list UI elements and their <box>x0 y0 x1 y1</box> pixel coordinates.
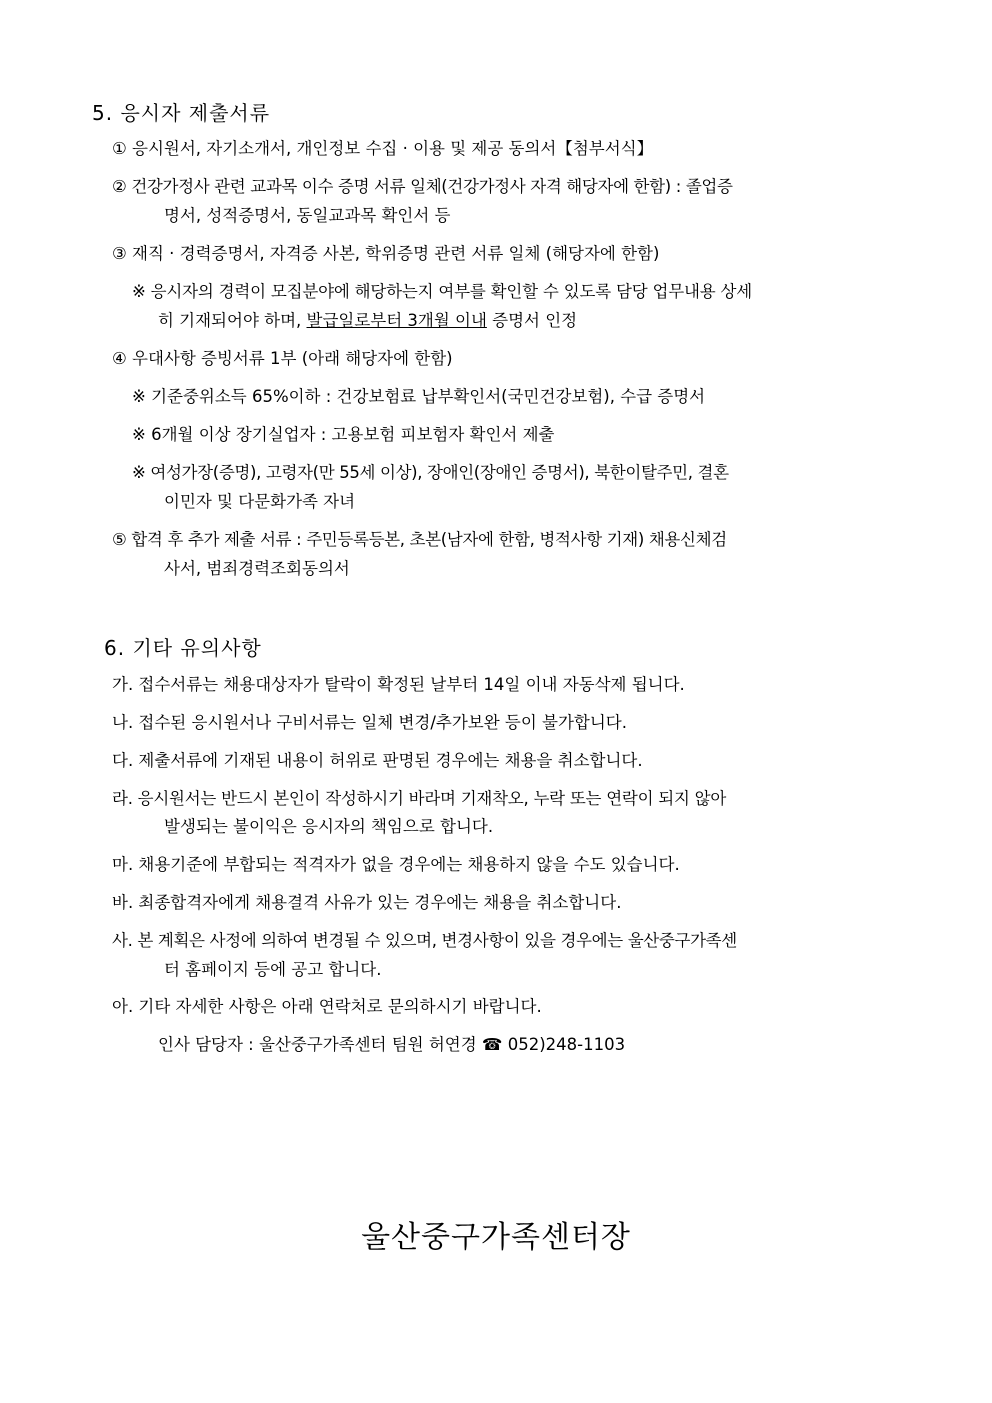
section6-da: 다. 제출서류에 기재된 내용이 허위로 판명된 경우에는 채용을 취소합니다. <box>112 751 643 770</box>
section6-ra: 라. 응시원서는 반드시 본인이 작성하시기 바라며 기재착오, 누락 또는 연락이 되지 않아 <box>112 789 727 808</box>
section5-item4-note3: ※ 여성가장(증명), 고령자(만 55세 이상), 장애인(장애인 증명서), 북한이탈주민, 결혼 <box>132 463 729 482</box>
section6-ba: 바. 최종합격자에게 채용결격 사유가 있는 경우에는 채용을 취소합니다. <box>112 893 622 912</box>
section6-contact: 인사 담당자 : 울산중구가족센터 팀원 허연경 ☎ 052)248-1103 <box>158 1035 626 1054</box>
section5-item4-note2: ※ 6개월 이상 장기실업자 : 고용보험 피보험자 확인서 제출 <box>132 425 555 444</box>
section5-item4-note3-cont: 이민자 및 다문화가족 자녀 <box>164 492 356 511</box>
note-text-b: 증명서 인정 <box>486 311 578 330</box>
section5-item5: ⑤ 합격 후 추가 제출 서류 : 주민등록등본, 초본(남자에 한함, 병적사항 기재) 채용신체검 <box>112 530 727 549</box>
section6-title: 6. 기타 유의사항 <box>104 636 262 660</box>
section5-item1: ① 응시원서, 자기소개서, 개인정보 수집 · 이용 및 제공 동의서【첨부서식】 <box>112 139 654 158</box>
section5-item2-cont: 명서, 성적증명서, 동일교과목 확인서 등 <box>164 206 451 225</box>
note-underlined: 발급일로부터 3개월 이내 <box>306 311 487 330</box>
section5-item4-note1: ※ 기준중위소득 65%이하 : 건강보험료 납부확인서(국민건강보험), 수급 증명서 <box>132 387 706 406</box>
section5-item2: ② 건강가정사 관련 교과목 이수 증명 서류 일체(건강가정사 자격 해당자에 한함) : 졸업증 <box>112 177 733 196</box>
signature: 울산중구가족센터장 <box>361 1220 631 1255</box>
section5-item3: ③ 재직 · 경력증명서, 자격증 사본, 학위증명 관련 서류 일체 (해당자에 한함) <box>112 244 660 263</box>
section6-sa-cont: 터 홈페이지 등에 공고 합니다. <box>164 960 382 979</box>
section5-item5-cont: 사서, 범죄경력조회동의서 <box>164 559 350 578</box>
section6-ma: 마. 채용기준에 부합되는 적격자가 없을 경우에는 채용하지 않을 수도 있습니다. <box>112 855 680 874</box>
section6-ra-cont: 발생되는 불이익은 응시자의 책임으로 합니다. <box>164 817 494 836</box>
section6-sa: 사. 본 계획은 사정에 의하여 변경될 수 있으며, 변경사항이 있을 경우에는 울산중구가족센 <box>112 931 737 950</box>
section5-title: 5. 응시자 제출서류 <box>92 101 271 125</box>
section6-ga: 가. 접수서류는 채용대상자가 탈락이 확정된 날부터 14일 이내 자동삭제 됩니다. <box>112 675 685 694</box>
section6-na: 나. 접수된 응시원서나 구비서류는 일체 변경/추가보완 등이 불가합니다. <box>112 713 627 732</box>
section5-item3-note: ※ 응시자의 경력이 모집분야에 해당하는지 여부를 확인할 수 있도록 담당 업무내용 상세 <box>132 282 752 301</box>
section5-item3-note-cont <box>158 310 577 332</box>
section6-a: 아. 기타 자세한 사항은 아래 연락처로 문의하시기 바랍니다. <box>112 997 542 1016</box>
section5-item4: ④ 우대사항 증빙서류 1부 (아래 해당자에 한함) <box>112 349 453 368</box>
note-text-a: 히 기재되어야 하며, <box>158 311 307 330</box>
